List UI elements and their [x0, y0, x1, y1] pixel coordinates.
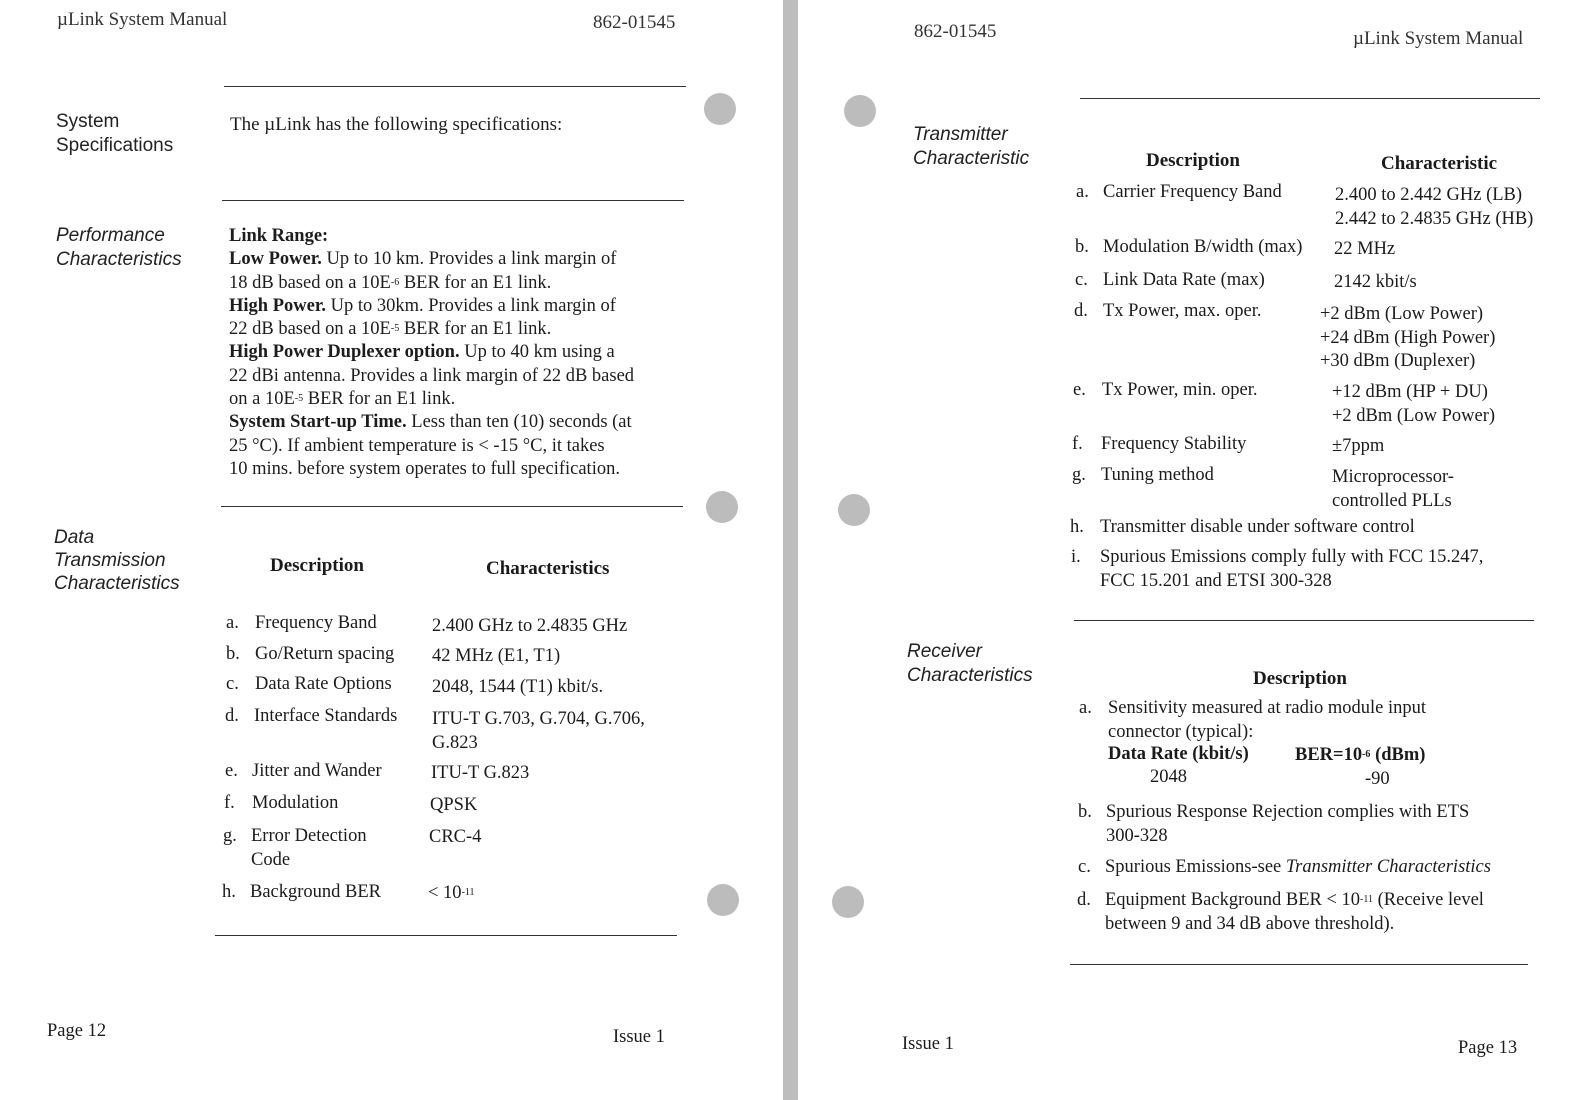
- section-heading-receiver: Receiver Characteristics: [907, 641, 1033, 686]
- spec-letter: c.: [226, 674, 239, 694]
- spec-description: Interface Standards: [254, 706, 398, 726]
- spec-description: Error Detection Code: [251, 826, 367, 870]
- header-manual-title: µLink System Manual: [57, 9, 228, 30]
- spec-description: Tx Power, max. oper.: [1103, 301, 1262, 321]
- sensitivity-ber-value: -90: [1365, 769, 1390, 789]
- spec-value: 2048, 1544 (T1) kbit/s.: [432, 677, 604, 697]
- spec-value: 2.400 to 2.442 GHz (LB) 2.442 to 2.4835 GHz (HB): [1335, 185, 1534, 229]
- spec-description: Frequency Stability: [1101, 434, 1247, 454]
- spec-letter: b.: [226, 644, 240, 664]
- spec-value: 42 MHz (E1, T1): [432, 646, 561, 666]
- spec-description: Tuning method: [1101, 465, 1214, 485]
- divider: [222, 200, 684, 201]
- spec-letter: d.: [1074, 301, 1088, 321]
- footer-page-number: Page 13: [1458, 1038, 1518, 1058]
- header-doc-number: 862-01545: [593, 12, 676, 33]
- spec-letter: g.: [1072, 465, 1086, 485]
- spec-letter: b.: [1075, 237, 1089, 257]
- spec-letter: d.: [225, 706, 239, 726]
- spec-description: Equipment Background BER < $10^{-11}$ (Receive level between 9 and 34 dB above threshold).: [1105, 890, 1484, 934]
- binder-hole: [707, 884, 739, 916]
- section-heading-system-specifications: System Specifications: [56, 111, 174, 156]
- spec-description: Tx Power, min. oper.: [1102, 380, 1258, 400]
- performance-text: Link Range: Low Power. Up to 10 km. Provides a link margin of 18 dB based on a $10E^{-6}$ BER for an E1 link. High Power. Up to 30km. Provides a link margin of 22 dB based on a $10E^{-5}$ BER for an E1 link. High Power Duplexer option. Up to 40 km using a 22 dBi antenna. Provides a link margin of 22 dB based on a $10E^{-5}$ BER for an E1 link. System Start-up Time. Less than ten (10) seconds (at 25 °C). If ambient temperature is < -15 °C, it takes 10 mins. before system operates to full specification.: [229, 226, 635, 479]
- sensitivity-rate-value: 2048: [1150, 767, 1187, 787]
- spec-letter: d.: [1077, 890, 1091, 910]
- divider: [224, 86, 686, 87]
- spec-letter: g.: [223, 826, 237, 846]
- spec-letter: f.: [1072, 434, 1083, 454]
- spec-description: Data Rate Options: [255, 674, 392, 694]
- footer-issue: Issue 1: [902, 1034, 954, 1054]
- spec-letter: h.: [1070, 517, 1084, 537]
- spec-description: Go/Return spacing: [255, 644, 395, 664]
- divider: [221, 506, 683, 507]
- spec-description: Carrier Frequency Band: [1103, 182, 1282, 202]
- page-gutter: [783, 0, 798, 1100]
- spec-value: ±7ppm: [1332, 436, 1385, 456]
- spec-description: Modulation: [252, 793, 339, 813]
- spec-description: Spurious Response Rejection complies with ETS 300-328: [1106, 802, 1470, 846]
- spec-value: 22 MHz: [1334, 239, 1396, 259]
- spec-value: ITU-T G.823: [431, 763, 530, 783]
- sensitivity-rate-header: Data Rate (kbit/s): [1108, 744, 1249, 764]
- spec-description: Modulation B/width (max): [1103, 237, 1303, 257]
- section-heading-data-transmission: Data Transmission Characteristics: [54, 527, 180, 594]
- spec-value: +2 dBm (Low Power) +24 dBm (High Power) +30 dBm (Duplexer): [1320, 304, 1496, 371]
- spec-letter: e.: [1073, 380, 1086, 400]
- spec-description: Spurious Emissions comply fully with FCC 15.247, FCC 15.201 and ETSI 300-328: [1100, 547, 1484, 591]
- section-heading-performance: Performance Characteristics: [56, 225, 182, 270]
- left-page: [0, 0, 783, 1100]
- spec-letter: c.: [1075, 270, 1088, 290]
- spec-letter: e.: [225, 761, 238, 781]
- spec-value: CRC-4: [429, 827, 482, 847]
- column-header-description: Description: [1253, 668, 1347, 689]
- spec-value: < $10^{-11}$: [428, 883, 475, 903]
- spec-description: Sensitivity measured at radio module input connector (typical):: [1108, 698, 1427, 742]
- divider: [215, 935, 677, 936]
- spec-description: Transmitter disable under software control: [1100, 517, 1415, 537]
- header-manual-title: µLink System Manual: [1353, 28, 1524, 49]
- spec-value: Microprocessor- controlled PLLs: [1332, 467, 1454, 511]
- spec-description: Spurious Emissions-see Transmitter Characteristics: [1105, 857, 1491, 877]
- spec-row: a.: [226, 613, 239, 633]
- sensitivity-ber-header: $BER=10^{-6}$ (dBm): [1295, 745, 1426, 765]
- header-doc-number: 862-01545: [914, 21, 997, 42]
- spec-letter: a.: [1079, 698, 1092, 718]
- footer-page-number: Page 12: [47, 1021, 107, 1041]
- spec-value: 2142 kbit/s: [1334, 272, 1417, 292]
- right-page: [798, 0, 1594, 1100]
- spec-description: Frequency Band: [255, 613, 377, 633]
- column-header-description: Description: [270, 555, 364, 576]
- binder-hole: [704, 93, 736, 125]
- binder-hole: [706, 491, 738, 523]
- binder-hole: [832, 886, 864, 918]
- binder-hole: [838, 494, 870, 526]
- spec-description: Background BER: [250, 882, 382, 902]
- column-header-description: Description: [1146, 150, 1240, 171]
- footer-issue: Issue 1: [613, 1027, 665, 1047]
- divider: [1074, 620, 1534, 621]
- spec-value: +12 dBm (HP + DU) +2 dBm (Low Power): [1332, 382, 1496, 426]
- spec-letter: i.: [1071, 547, 1081, 567]
- column-header-characteristics: Characteristics: [486, 558, 610, 579]
- column-header-characteristic: Characteristic: [1381, 153, 1498, 174]
- spec-letter: f.: [224, 793, 235, 813]
- section-heading-transmitter: Transmitter Characteristic: [913, 124, 1030, 169]
- divider: [1070, 964, 1528, 965]
- spec-value: 2.400 GHz to 2.4835 GHz: [432, 616, 628, 636]
- binder-hole: [844, 95, 876, 127]
- spec-description: Jitter and Wander: [252, 761, 382, 781]
- spec-description: Link Data Rate (max): [1103, 270, 1265, 290]
- divider: [1080, 98, 1540, 99]
- spec-letter: b.: [1078, 802, 1092, 822]
- spec-letter: h.: [222, 882, 236, 902]
- spec-value: ITU-T G.703, G.704, G.706, G.823: [432, 709, 645, 753]
- spec-letter: c.: [1078, 857, 1091, 877]
- spec-value: QPSK: [430, 795, 478, 815]
- intro-text: The µLink has the following specifications:: [230, 114, 563, 135]
- spec-letter: a.: [1076, 182, 1089, 202]
